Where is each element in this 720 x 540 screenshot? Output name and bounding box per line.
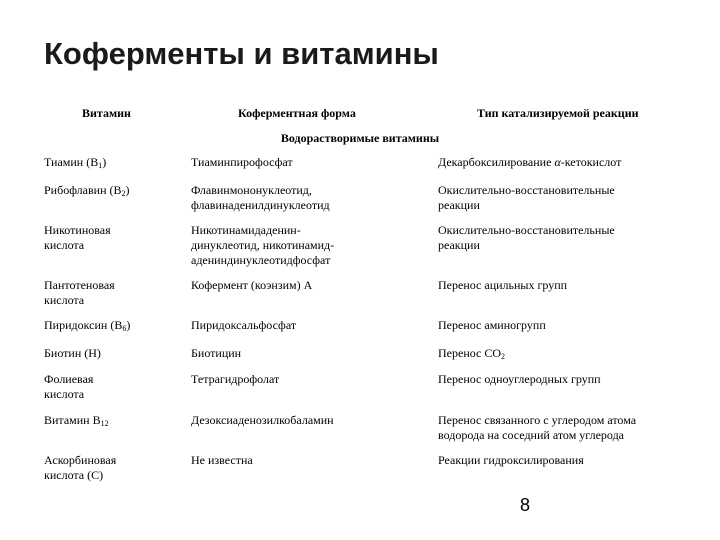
reaction-cell: Перенос аминогрупп xyxy=(438,318,546,332)
section-heading: Водорастворимые витамины xyxy=(280,131,440,145)
form-cell: Пиридоксальфосфат xyxy=(191,318,297,332)
form-cell: Тетрагидрофолат xyxy=(191,372,280,386)
vitamin-cell: Аскорбиновая кислота (С) xyxy=(44,453,117,482)
reaction-cell: Реакции гидроксилирования xyxy=(438,453,584,467)
reaction-cell: Декарбоксилирование α-кетокислот xyxy=(438,155,622,169)
reaction-cell: Перенос ацильных групп xyxy=(438,278,568,292)
form-cell: Биотицин xyxy=(191,346,242,360)
form-cell: Дезоксиаденозилкобаламин xyxy=(191,413,334,427)
vitamin-cell: Рибофлавин $(B_2)$ xyxy=(44,183,130,198)
vitamin-cell: Витамин $B_{12}$ xyxy=(44,413,109,428)
vitamin-cell: Фолиевая кислота xyxy=(44,372,94,401)
reaction-cell: Окислительно-восстановительные реакции xyxy=(438,223,615,252)
vitamin-cell: Тиамин $(B_1)$ xyxy=(44,155,107,170)
form-cell: Не известна xyxy=(191,453,253,467)
vitamin-cell: Биотин (Н) xyxy=(44,346,101,360)
vitamin-cell: Никотиновая кислота xyxy=(44,223,111,252)
form-cell: Тиаминпирофосфат xyxy=(191,155,293,169)
header-vitamin: Витамин xyxy=(82,106,131,120)
reaction-cell: Перенос связанного с углеродом атома водорода на соседний атом углерода xyxy=(438,413,637,442)
header-reaction-type: Тип катализируемой реакции xyxy=(477,106,639,120)
form-cell: Кофермент (коэнзим) А xyxy=(191,278,313,292)
form-cell: Флавинмононуклеотид, флавинаденилдинуклеотид xyxy=(191,183,330,212)
vitamin-cell: Пантотеновая кислота xyxy=(44,278,115,307)
vitamin-cell: Пиридоксин $(B_6)$ xyxy=(44,318,131,333)
header-coenzyme-form: Коферментная форма xyxy=(238,106,356,120)
page-number: 8 xyxy=(520,495,531,515)
reaction-cell: Перенос $СО_2$ xyxy=(438,346,506,361)
page-title: Коферменты и витамины xyxy=(44,36,439,71)
reaction-cell: Перенос одноуглеродных групп xyxy=(438,372,601,386)
reaction-cell: Окислительно-восстановительные реакции xyxy=(438,183,615,212)
form-cell: Никотинамидаденин- динуклеотид, никотинамид- адениндинуклеотидфосфат xyxy=(191,223,335,267)
